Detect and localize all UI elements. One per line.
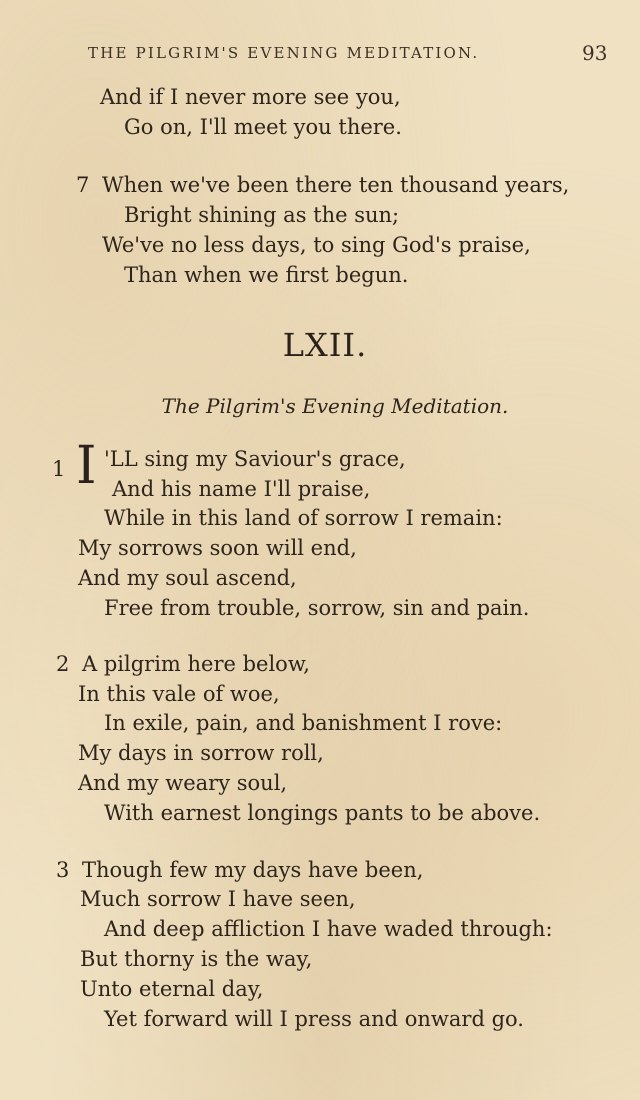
verse-line: And deep affliction I have waded through: (104, 917, 553, 941)
verse-line: My sorrows soon will end, (78, 536, 357, 560)
verse-line: Go on, I'll meet you there. (124, 115, 402, 139)
running-head: THE PILGRIM'S EVENING MEDITATION. (88, 44, 480, 62)
verse-line: While in this land of sorrow I remain: (104, 506, 503, 530)
page-number: 93 (582, 41, 608, 65)
verse-line: And his name I'll praise, (112, 477, 371, 501)
verse-line: 'LL sing my Saviour's grace, (104, 447, 406, 471)
verse-line: Much sorrow I have seen, (80, 887, 356, 911)
verse-line: In this vale of woe, (78, 682, 280, 706)
verse-line: Yet forward will I press and onward go. (104, 1007, 524, 1031)
verse-line: But thorny is the way, (80, 947, 313, 971)
verse-line: Than when we first begun. (124, 263, 409, 287)
verse-line: When we've been there ten thousand years, (102, 173, 570, 197)
hymn-title: The Pilgrim's Evening Meditation. (161, 394, 509, 418)
verse-line: With earnest longings pants to be above. (104, 801, 541, 825)
stanza-number: 3 (56, 858, 70, 882)
verse-line: And if I never more see you, (100, 85, 401, 109)
verse-line: In exile, pain, and banishment I rove: (104, 711, 503, 735)
verse-line: Though few my days have been, (82, 858, 424, 882)
verse-line: And my soul ascend, (78, 566, 297, 590)
stanza-number: 7 (76, 173, 90, 197)
verse-line: We've no less days, to sing God's praise, (102, 233, 531, 257)
hymn-number: LXII. (282, 326, 368, 364)
verse-line: Free from trouble, sorrow, sin and pain. (104, 596, 530, 620)
verse-line: Unto eternal day, (80, 977, 264, 1001)
drop-cap: I (76, 436, 97, 496)
verse-line: And my weary soul, (78, 771, 288, 795)
stanza-number: 2 (56, 652, 70, 676)
stanza-number: 1 (52, 457, 66, 481)
verse-line: A pilgrim here below, (82, 652, 310, 676)
verse-line: Bright shining as the sun; (124, 203, 400, 227)
verse-line: My days in sorrow roll, (78, 741, 324, 765)
